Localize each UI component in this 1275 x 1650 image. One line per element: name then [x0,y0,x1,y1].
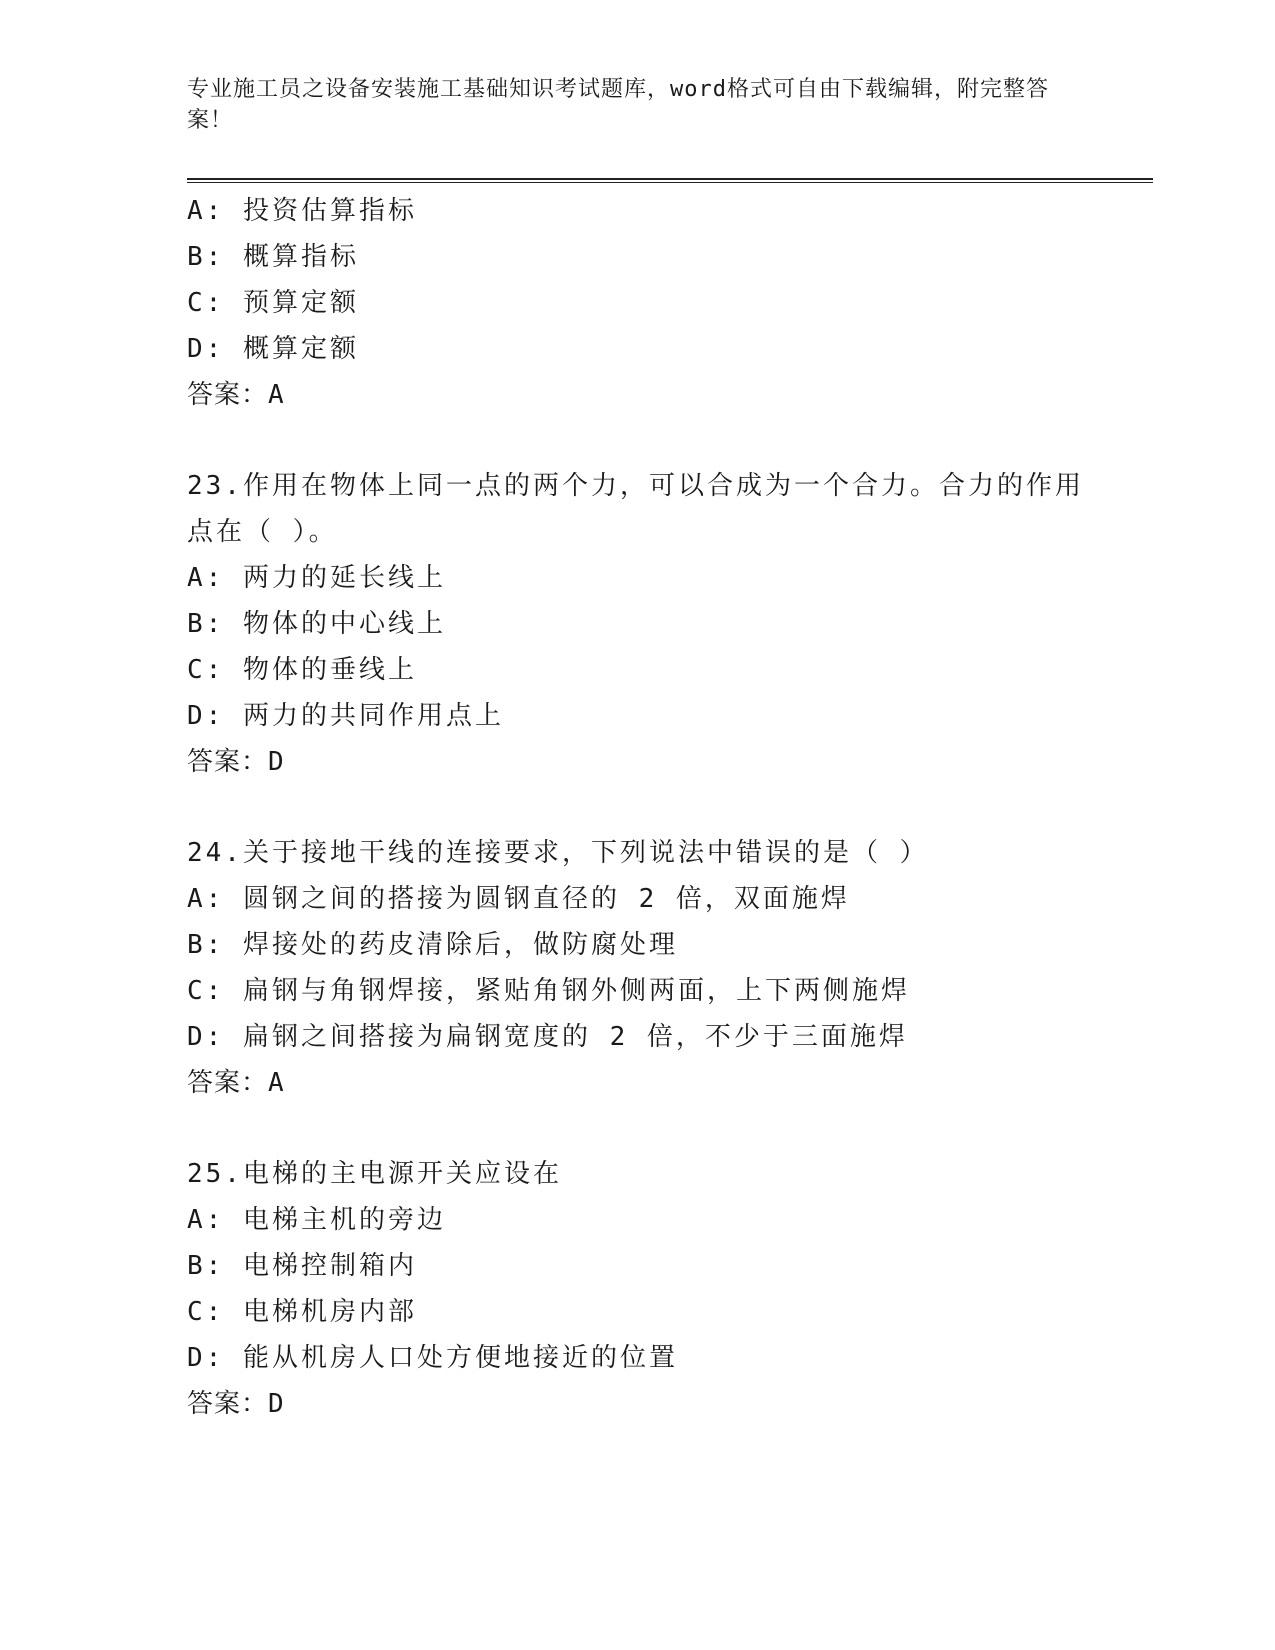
question-25 [187,1151,1087,1427]
question-stem: 24.关于接地干线的连接要求，下列说法中错误的是（ ） [187,838,929,868]
option-d: D: 能从机房人口处方便地接近的位置 [187,1343,678,1373]
question-list [187,188,1087,1427]
option-c: C: 扁钢与角钢焊接，紧贴角钢外侧两面，上下两侧施焊 [187,976,910,1006]
question-stem: 25.电梯的主电源开关应设在 [187,1159,562,1189]
question-stem: 23.作用在物体上同一点的两个力，可以合成为一个合力。合力的作用 [187,471,1084,501]
option-d: D: 两力的共同作用点上 [187,701,504,731]
option-a: A: 投资估算指标 [187,196,417,226]
option-c: C: 电梯机房内部 [187,1297,417,1327]
option-c: C: 物体的垂线上 [187,655,417,685]
option-a: A: 两力的延长线上 [187,563,446,593]
option-b: B: 焊接处的药皮清除后，做防腐处理 [187,930,678,960]
question-22-continued [187,188,1087,418]
question-23 [187,463,1087,785]
option-b: B: 物体的中心线上 [187,609,446,639]
option-a: A: 圆钢之间的搭接为圆钢直径的 2 倍，双面施焊 [187,884,850,914]
header-rule-thick [187,178,1153,180]
option-a: A: 电梯主机的旁边 [187,1205,446,1235]
answer: 答案：D [187,1389,285,1419]
option-d: D: 概算定额 [187,334,359,364]
answer: 答案：A [187,1068,285,1098]
option-c: C: 预算定额 [187,288,359,318]
question-stem-continued: 点在（ ）。 [187,517,338,547]
question-24 [187,830,1087,1106]
answer: 答案：A [187,380,285,410]
answer: 答案：D [187,747,285,777]
document-header: 专业施工员之设备安装施工基础知识考试题库，word格式可自由下载编辑，附完整答案！ [187,77,1049,133]
header-rule-thin [187,182,1153,183]
option-b: B: 电梯控制箱内 [187,1251,417,1281]
option-d: D: 扁钢之间搭接为扁钢宽度的 2 倍，不少于三面施焊 [187,1022,908,1052]
option-b: B: 概算指标 [187,242,359,272]
